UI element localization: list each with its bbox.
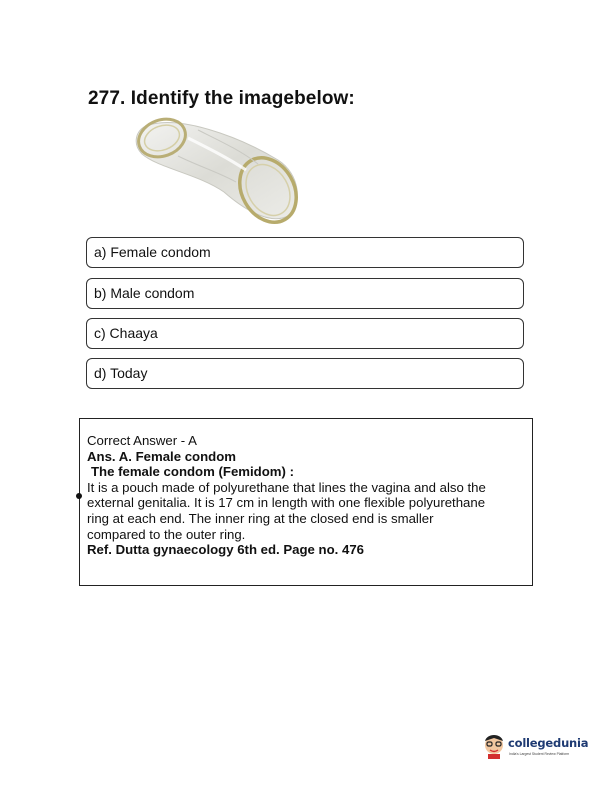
female-condom-image xyxy=(128,108,308,232)
bullet-icon xyxy=(76,493,82,499)
collegedunia-logo[interactable] xyxy=(482,731,594,761)
correct-answer: Correct Answer - A xyxy=(87,433,197,448)
answer-line: Ans. A. Female condom xyxy=(87,448,236,464)
option-c[interactable]: c) Chaaya xyxy=(86,318,524,349)
explanation-line: external genitalia. It is 17 cm in length with one flexible polyurethane xyxy=(87,495,486,511)
option-b[interactable]: b) Male condom xyxy=(86,278,524,309)
explanation-line: compared to the outer ring. xyxy=(87,526,246,542)
mascot-icon xyxy=(482,731,506,759)
logo-name: collegedunia xyxy=(508,736,589,750)
logo-tagline: India's Largest Student Review Platform xyxy=(509,752,570,756)
question-title: 277. Identify the imagebelow: xyxy=(88,88,355,109)
answer-subheading: The female condom (Femidom) : xyxy=(91,464,294,480)
option-a[interactable]: a) Female condom xyxy=(86,237,524,268)
option-d[interactable]: d) Today xyxy=(86,358,524,389)
explanation-line: ring at each end. The inner ring at the closed end is smaller xyxy=(87,510,434,526)
reference: Ref. Dutta gynaecology 6th ed. Page no. 476 xyxy=(87,542,365,558)
answer-explanation-box xyxy=(79,418,533,586)
explanation-line: It is a pouch made of polyurethane that lines the vagina and also the xyxy=(87,479,486,495)
